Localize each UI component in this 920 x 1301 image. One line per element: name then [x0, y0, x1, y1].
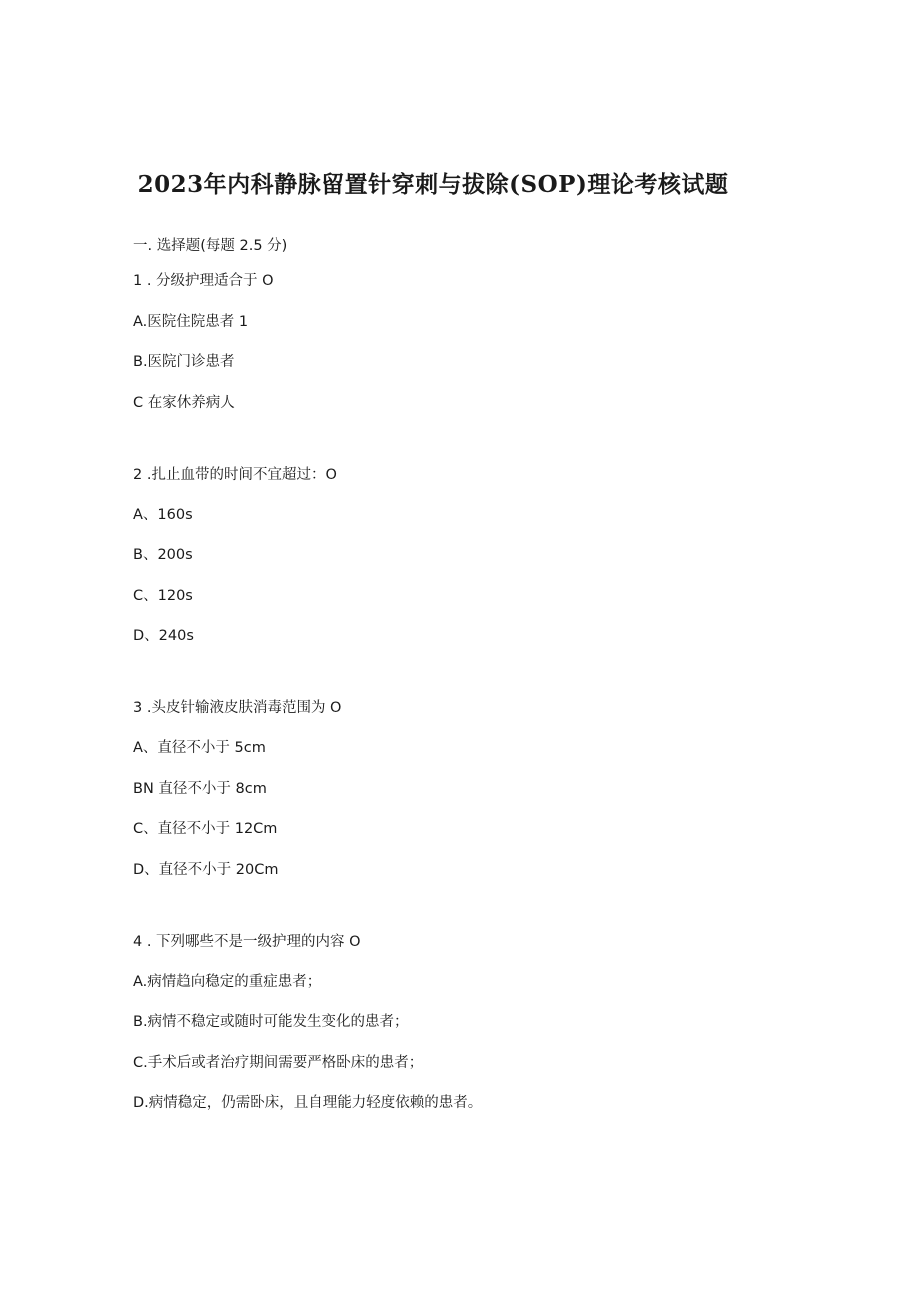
- question-4-stem: 4 . 下列哪些不是一级护理的内容 O: [133, 934, 361, 950]
- question-4-option-c: C.手术后或者治疗期间需要严格卧床的患者；: [133, 1055, 424, 1071]
- question-4-option-a: A.病情趋向稳定的重症患者；: [133, 974, 322, 990]
- question-4-option-b: B.病情不稳定或随时可能发生变化的患者；: [133, 1014, 409, 1030]
- question-4-option-d: D.病情稳定，仍需卧床，且自理能力轻度依赖的患者。: [133, 1095, 483, 1111]
- question-2-option-c: C、120s: [133, 588, 193, 604]
- question-3-option-b: BN 直径不小于 8cm: [133, 781, 267, 797]
- question-1-option-a: A.医院住院患者 1: [133, 314, 249, 330]
- question-2-option-d: D、240s: [133, 628, 194, 644]
- question-1-option-b: B.医院门诊患者: [133, 354, 235, 370]
- question-2-stem: 2 .扎止血带的时间不宜超过：O: [133, 467, 337, 483]
- question-3-option-d: D、直径不小于 20Cm: [133, 862, 279, 878]
- question-3-option-a: A、直径不小于 5cm: [133, 740, 266, 756]
- question-1-option-c: C 在家休养病人: [133, 395, 235, 411]
- document-title: 2023年内科静脉留置针穿刺与拔除(SOP)理论考核试题: [137, 171, 729, 198]
- question-3-stem: 3 .头皮针输液皮肤消毒范围为 O: [133, 700, 342, 716]
- question-1-stem: 1 . 分级护理适合于 O: [133, 273, 274, 289]
- question-2-option-a: A、160s: [133, 507, 193, 523]
- section-heading: 一. 选择题(每题 2.5 分): [133, 238, 288, 254]
- question-3-option-c: C、直径不小于 12Cm: [133, 821, 278, 837]
- question-2-option-b: B、200s: [133, 547, 193, 563]
